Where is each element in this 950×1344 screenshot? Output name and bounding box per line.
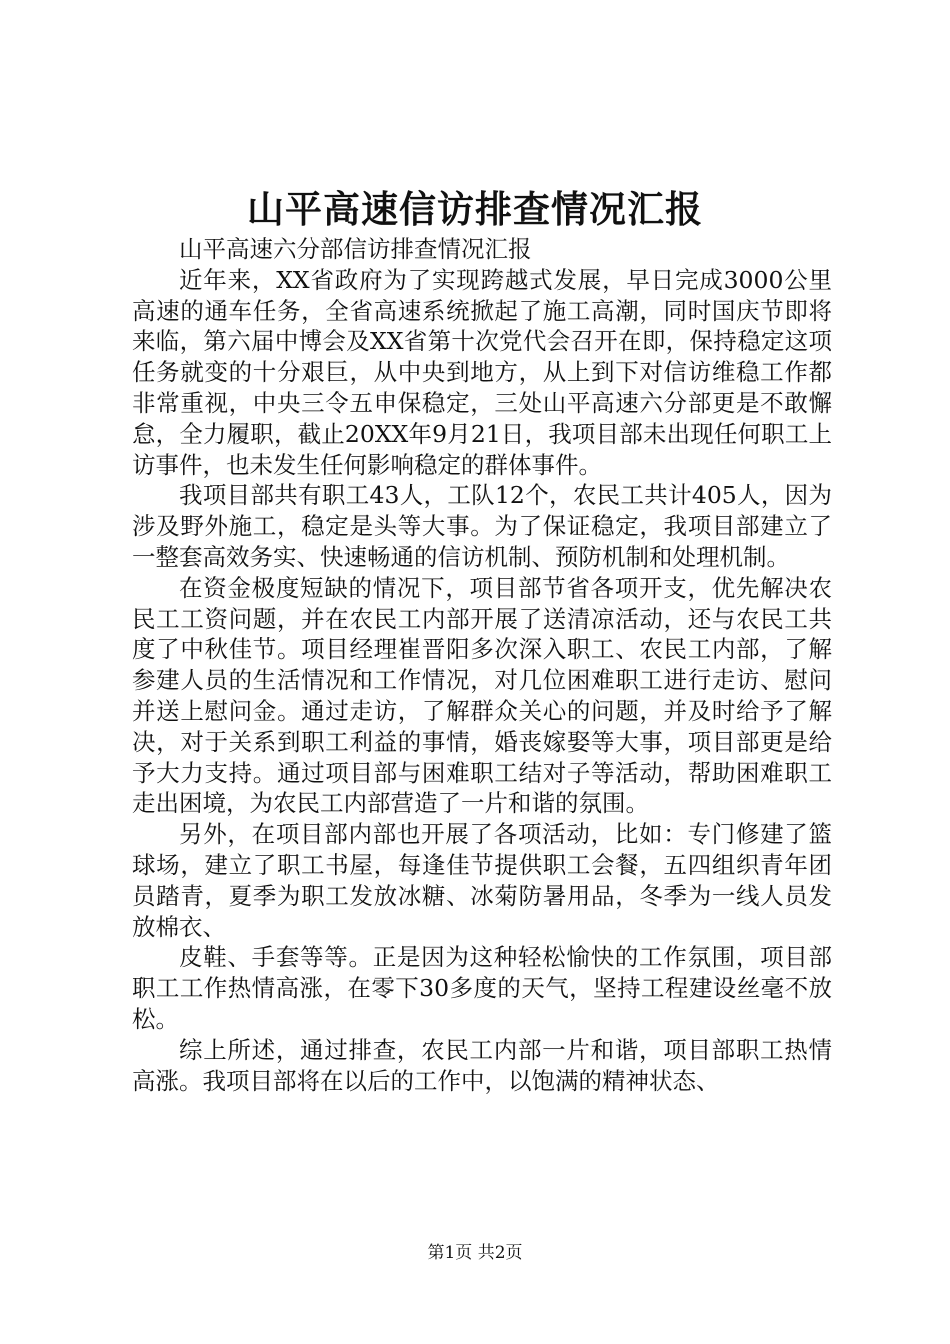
subtitle-paragraph: 山平高速六分部信访排查情况汇报 bbox=[179, 235, 532, 263]
body-paragraph: 在资金极度短缺的情况下，项目部节省各项开支，优先解决农民工工资问题，并在农民工内部开展了送清凉活动，还与农民工共度了中秋佳节。项目经理崔晋阳多次深入职工、农民工内部，了解参建人员的生活情况和工作情况，对几位困难职工进行走访、慰问并送上慰问金。通过走访，了解群众关心的问题，并及时给予了解决，对于关系到职工利益的事情，婚丧嫁娶等大事，项目部更是给予大力支持。通过项目部与困难职工结对子等活动，帮助困难职工走出困境，为农民工内部营造了一片和谐的氛围。 bbox=[132, 573, 832, 818]
body-paragraph: 皮鞋、手套等等。正是因为这种轻松愉快的工作氛围，项目部职工工作热情高涨，在零下30多度的天气，坚持工程建设丝毫不放松。 bbox=[132, 943, 832, 1033]
document-title: 山平高速信访排查情况汇报 bbox=[247, 187, 703, 231]
body-paragraph: 综上所述，通过排查，农民工内部一片和谐，项目部职工热情高涨。我项目部将在以后的工作中，以饱满的精神状态、 bbox=[132, 1035, 832, 1095]
body-paragraph: 另外，在项目部内部也开展了各项活动，比如：专门修建了篮球场，建立了职工书屋，每逢佳节提供职工会餐，五四组织青年团员踏青，夏季为职工发放冰糖、冰菊防暑用品，冬季为一线人员发放棉衣、 bbox=[132, 820, 832, 941]
body-paragraph: 近年来，XX省政府为了实现跨越式发展，早日完成3000公里高速的通车任务，全省高速系统掀起了施工高潮，同时国庆节即将来临，第六届中博会及XX省第十次党代会召开在即，保持稳定这项任务就变的十分艰巨，从中央到地方，从上到下对信访维稳工作都非常重视，中央三令五申保稳定，三处山平高速六分部更是不敢懈怠，全力履职，截止20XX年9月21日，我项目部未出现任何职工上访事件，也未发生任何影响稳定的群体事件。 bbox=[132, 265, 832, 479]
body-paragraph: 我项目部共有职工43人，工队12个，农民工共计405人，因为涉及野外施工，稳定是头等大事。为了保证稳定，我项目部建立了一整套高效务实、快速畅通的信访机制、预防机制和处理机制。 bbox=[132, 481, 832, 571]
document-body bbox=[132, 234, 832, 1096]
page-number-footer: 第1页 共2页 bbox=[427, 1243, 523, 1263]
